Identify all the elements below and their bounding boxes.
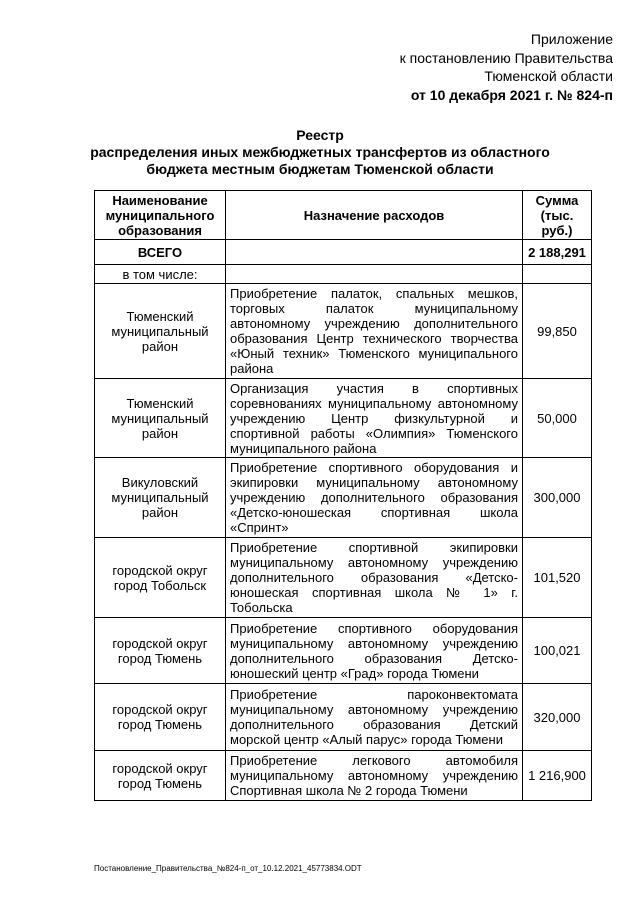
row-municipality: Тюменский муниципальный район <box>95 284 226 379</box>
including-empty-sum <box>523 265 592 284</box>
document-title <box>0 127 640 178</box>
row-purpose: Приобретение спортивного оборудования муниципальному автономному учреждению дополнительного образования Детско-юношеский центр «Град» города Тюмени <box>226 618 523 684</box>
file-name-footer: Постановление_Правительства_№824-п_от_10.12.2021_45773834.ODT <box>94 864 362 873</box>
row-sum: 300,000 <box>523 458 592 538</box>
total-value: 2 188,291 <box>523 240 592 265</box>
row-purpose: Приобретение спортивной экипировки муниципальному автономному учреждению дополнительного образования «Детско-юношеская спортивная школа № 1» г. Тобольска <box>226 538 523 618</box>
table-row <box>95 284 592 379</box>
including-empty-purpose <box>226 265 523 284</box>
row-municipality: городской округ город Тобольск <box>95 538 226 618</box>
appendix-line-2: к постановлению Правительства <box>399 49 613 66</box>
total-purpose-empty <box>226 240 523 265</box>
row-sum: 101,520 <box>523 538 592 618</box>
row-municipality: городской округ город Тюмень <box>95 751 226 801</box>
appendix-line-3: Тюменской области <box>484 68 613 84</box>
table-row <box>95 458 592 538</box>
total-row <box>95 240 592 265</box>
row-municipality: городской округ город Тюмень <box>95 684 226 751</box>
row-purpose: Приобретение легкового автомобиля муниципальному автономному учреждению Спортивная школа № 2 города Тюмени <box>226 751 523 801</box>
title-line-1: Реестр <box>296 127 344 143</box>
row-sum: 320,000 <box>523 684 592 751</box>
table-row <box>95 618 592 684</box>
table-row <box>95 684 592 751</box>
table-row <box>95 751 592 801</box>
row-municipality: Тюменский муниципальный район <box>95 379 226 458</box>
appendix-block <box>400 30 613 104</box>
row-sum: 100,021 <box>523 618 592 684</box>
header-municipality: Наименование муниципального образования <box>95 191 226 240</box>
total-label: ВСЕГО <box>95 240 226 265</box>
header-sum: Сумма (тыс. руб.) <box>523 191 592 240</box>
title-line-3: бюджета местным бюджетам Тюменской области <box>146 161 494 177</box>
row-sum: 50,000 <box>523 379 592 458</box>
table-header-row <box>95 191 592 240</box>
row-municipality: городской округ город Тюмень <box>95 618 226 684</box>
including-row <box>95 265 592 284</box>
row-sum: 99,850 <box>523 284 592 379</box>
table-row <box>95 538 592 618</box>
row-municipality: Викуловский муниципальный район <box>95 458 226 538</box>
table-row <box>95 379 592 458</box>
header-purpose: Назначение расходов <box>226 191 523 240</box>
title-line-2: распределения иных межбюджетных трансфертов из областного <box>90 144 550 160</box>
appendix-date-number: от 10 декабря 2021 г. № 824-п <box>410 86 613 103</box>
including-label: в том числе: <box>95 265 226 284</box>
appendix-line-1: Приложение <box>530 31 613 47</box>
row-sum: 1 216,900 <box>523 751 592 801</box>
row-purpose: Приобретение пароконвектомата муниципальному автономному учреждению дополнительного образования Детский морской центр «Алый парус» города Тюмени <box>226 684 523 751</box>
row-purpose: Приобретение спортивного оборудования и экипировки муниципальному автономному учреждению дополнительного образования «Детско-юношеская спортивная школа «Спринт» <box>226 458 523 538</box>
registry-table <box>94 190 592 801</box>
row-purpose: Организация участия в спортивных соревнованиях муниципальному автономному учреждению Центр физкультурной и спортивной работы «Олимпия» Тюменского муниципального района <box>226 379 523 458</box>
row-purpose: Приобретение палаток, спальных мешков, торговых палаток муниципальному автономному учреждению дополнительного образования Центр технического творчества «Юный техник» Тюменского муниципального района <box>226 284 523 379</box>
